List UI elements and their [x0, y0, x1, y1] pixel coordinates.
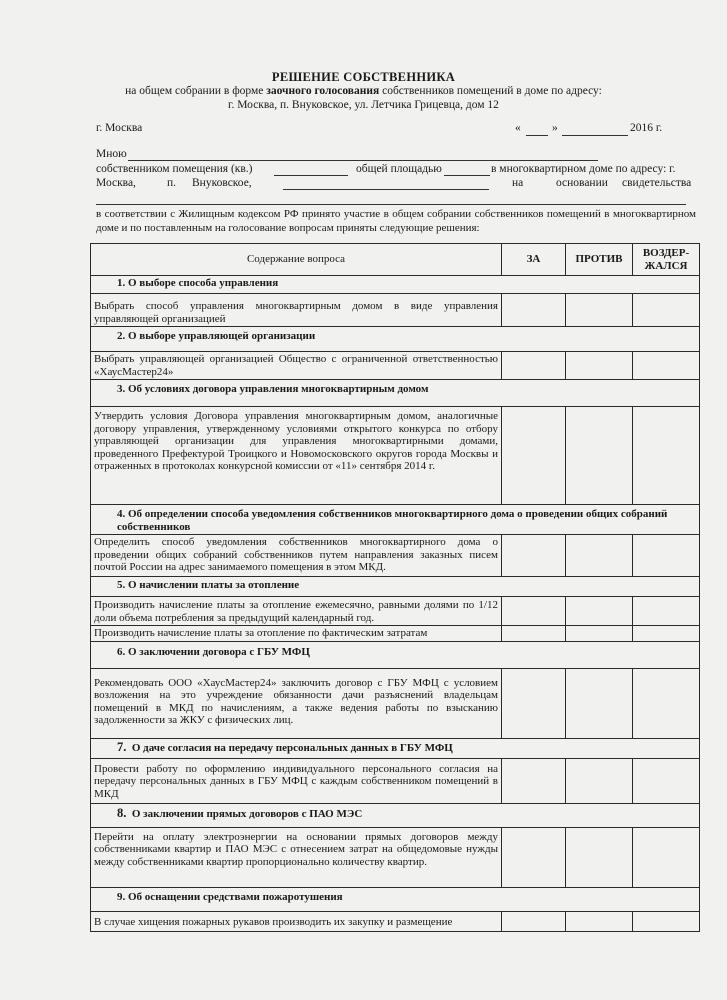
vote-abstain-cell[interactable] [633, 597, 700, 626]
room-number-field[interactable] [274, 175, 348, 176]
header-content: Содержание вопроса [91, 244, 502, 276]
section-row [91, 577, 700, 597]
question-7-text: Провести работу по оформлению индивидуального персонального согласия на передачу персональных данных в ГБУ МФЦ с каждым собственником помещений в МКД [91, 758, 502, 803]
question-8-text: Перейти на оплату электроэнергии на основании прямых договоров между собственниками квартир и ПАО МЭС с отнесением затрат на общедомовые нужды между собственниками квартир пропорционально количеству квартир. [91, 827, 502, 887]
vote-protiv-cell[interactable] [566, 407, 633, 505]
vote-protiv-cell[interactable] [566, 294, 633, 327]
question-row [91, 626, 700, 642]
section-9-title: 9. Об оснащении средствами пожаротушения [91, 887, 700, 911]
section-row [91, 641, 700, 668]
settlement-label: Внуковское, [192, 177, 252, 189]
date-year: 2016 г. [630, 122, 663, 134]
subtitle-line-1 [0, 85, 727, 97]
vote-abstain-cell[interactable] [633, 535, 700, 577]
vote-za-cell[interactable] [502, 911, 566, 931]
city-label: Москва, [96, 177, 136, 189]
place-label: г. Москва [96, 122, 143, 134]
question-6-text: Рекомендовать ООО «ХаусМастер24» заключить договор с ГБУ МФЦ с условием возложения на это учреждение обязанности дачи разъяснений владельцам помещений в МКД по начислениям, а также ведения работы по взысканию задолженности за ЖКУ с физических лиц. [91, 668, 502, 738]
p-label: п. [167, 177, 177, 189]
decision-table [90, 243, 700, 932]
section-1-title: 1. О выборе способа управления [91, 276, 700, 294]
section-8-text: О заключении прямых договоров с ПАО МЭС [131, 807, 363, 820]
vote-abstain-cell[interactable] [633, 626, 700, 642]
section-5-title: 5. О начислении платы за отопление [91, 577, 700, 597]
vote-abstain-cell[interactable] [633, 407, 700, 505]
mnoyu-label: Мною [96, 148, 127, 160]
vote-abstain-cell[interactable] [633, 668, 700, 738]
vote-protiv-cell[interactable] [566, 668, 633, 738]
intro-paragraph: в соответствии с Жилищным кодексом РФ принято участие в общем собрании собственников помещений в многоквартирном доме и по поставленным на голосование вопросам приняты следующие решения: [96, 208, 696, 234]
section-7-title [91, 738, 700, 758]
vote-za-cell[interactable] [502, 827, 566, 887]
question-row [91, 911, 700, 931]
vote-za-cell[interactable] [502, 407, 566, 505]
header-vozd-part2: ЖАЛСЯ [644, 259, 688, 272]
subtitle-text: на общем собрании в форме [125, 85, 267, 97]
question-row [91, 294, 700, 327]
question-1-text: Выбрать способ управления многоквартирным домом в виде управления управляющей организацией [91, 294, 502, 327]
section-row [91, 380, 700, 407]
osnovanii-label: основании [556, 177, 608, 189]
vote-protiv-cell[interactable] [566, 352, 633, 380]
vote-za-cell[interactable] [502, 294, 566, 327]
vote-za-cell[interactable] [502, 758, 566, 803]
area-field[interactable] [444, 175, 490, 176]
vote-abstain-cell[interactable] [633, 911, 700, 931]
question-3-text: Утвердить условия Договора управления многоквартирным домом, аналогичные договору управления, утвержденному условиями открытого конкурса по отбору управляющей организации для управления многоквартирными домами, проведенного Префектурой Троицкого и Новомосковского округов города Москвы и отраженных в протоколах конкурсной комиссии от «11» сентября 2014 г. [91, 407, 502, 505]
vote-protiv-cell[interactable] [566, 827, 633, 887]
question-row [91, 758, 700, 803]
question-5a-text: Производить начисление платы за отопление ежемесячно, равными долями по 1/12 доли объема потребления за предыдущий календарный год. [91, 597, 502, 626]
vote-protiv-cell[interactable] [566, 626, 633, 642]
header-za: ЗА [502, 244, 566, 276]
section-8-number: 8. [117, 805, 127, 820]
section-7-text: О даче согласия на передачу персональных данных в ГБУ МФЦ [131, 741, 453, 754]
section-row [91, 505, 700, 535]
certificate-label: свидетельства [622, 177, 692, 189]
section-row [91, 738, 700, 758]
question-row [91, 668, 700, 738]
date-day-field[interactable] [526, 135, 548, 136]
document-title: РЕШЕНИЕ СОБСТВЕННИКА [271, 70, 456, 84]
certificate-field[interactable] [96, 204, 686, 205]
question-5b-text: Производить начисление платы за отопление по фактическим затратам [91, 626, 502, 642]
vote-za-cell[interactable] [502, 626, 566, 642]
question-row [91, 352, 700, 380]
vote-protiv-cell[interactable] [566, 535, 633, 577]
vote-protiv-cell[interactable] [566, 597, 633, 626]
vote-za-cell[interactable] [502, 535, 566, 577]
date-month-field[interactable] [562, 135, 628, 136]
vote-za-cell[interactable] [502, 352, 566, 380]
question-4-text: Определить способ уведомления собственников многоквартирного дома о проведении общих собраний собственников путем направления заказных писем почтой России на адрес занимаемого помещения в этом МКД. [91, 535, 502, 577]
vote-abstain-cell[interactable] [633, 352, 700, 380]
section-row [91, 327, 700, 352]
section-6-title: 6. О заключении договора с ГБУ МФЦ [91, 641, 700, 668]
section-row [91, 887, 700, 911]
vote-abstain-cell[interactable] [633, 758, 700, 803]
question-row [91, 535, 700, 577]
na-label: на [512, 177, 524, 189]
vote-protiv-cell[interactable] [566, 911, 633, 931]
street-field[interactable] [283, 189, 489, 190]
section-3-title: 3. Об условиях договора управления многоквартирным домом [91, 380, 700, 407]
date-close: » [552, 122, 558, 134]
vote-protiv-cell[interactable] [566, 758, 633, 803]
area-label: общей площадью [356, 163, 442, 175]
vote-za-cell[interactable] [502, 668, 566, 738]
question-row [91, 407, 700, 505]
owner-room-label: собственником помещения (кв.) [96, 163, 253, 175]
date-open: « [515, 122, 521, 134]
header-protiv: ПРОТИВ [566, 244, 633, 276]
subtitle-text-end: собственников помещений в доме по адресу: [379, 85, 602, 97]
vote-abstain-cell[interactable] [633, 827, 700, 887]
address-line: г. Москва, п. Внуковское, ул. Летчика Грицевца, дом 12 [228, 99, 499, 111]
vote-abstain-cell[interactable] [633, 294, 700, 327]
table-header-row [91, 244, 700, 276]
section-8-title [91, 803, 700, 827]
question-row [91, 597, 700, 626]
question-2-text: Выбрать управляющей организацией Общество с ограниченной ответственностью «ХаусМастер24» [91, 352, 502, 380]
section-row [91, 803, 700, 827]
question-row [91, 827, 700, 887]
subtitle-bold: заочного голосования [266, 85, 380, 97]
vote-za-cell[interactable] [502, 597, 566, 626]
section-4-title: 4. Об определении способа уведомления собственников многоквартирного дома о проведении общих собраний собственников [91, 505, 700, 535]
section-7-number: 7. [117, 739, 127, 754]
address-label: в многоквартирном доме по адресу: г. [491, 163, 676, 175]
section-2-title: 2. О выборе управляющей организации [91, 327, 700, 352]
owner-name-field[interactable] [128, 160, 598, 161]
header-vozderzhalsya [633, 244, 700, 276]
header-vozd-part1: ВОЗДЕР- [642, 246, 690, 259]
section-row [91, 276, 700, 294]
question-9-text: В случае хищения пожарных рукавов производить их закупку и размещение [91, 911, 502, 931]
